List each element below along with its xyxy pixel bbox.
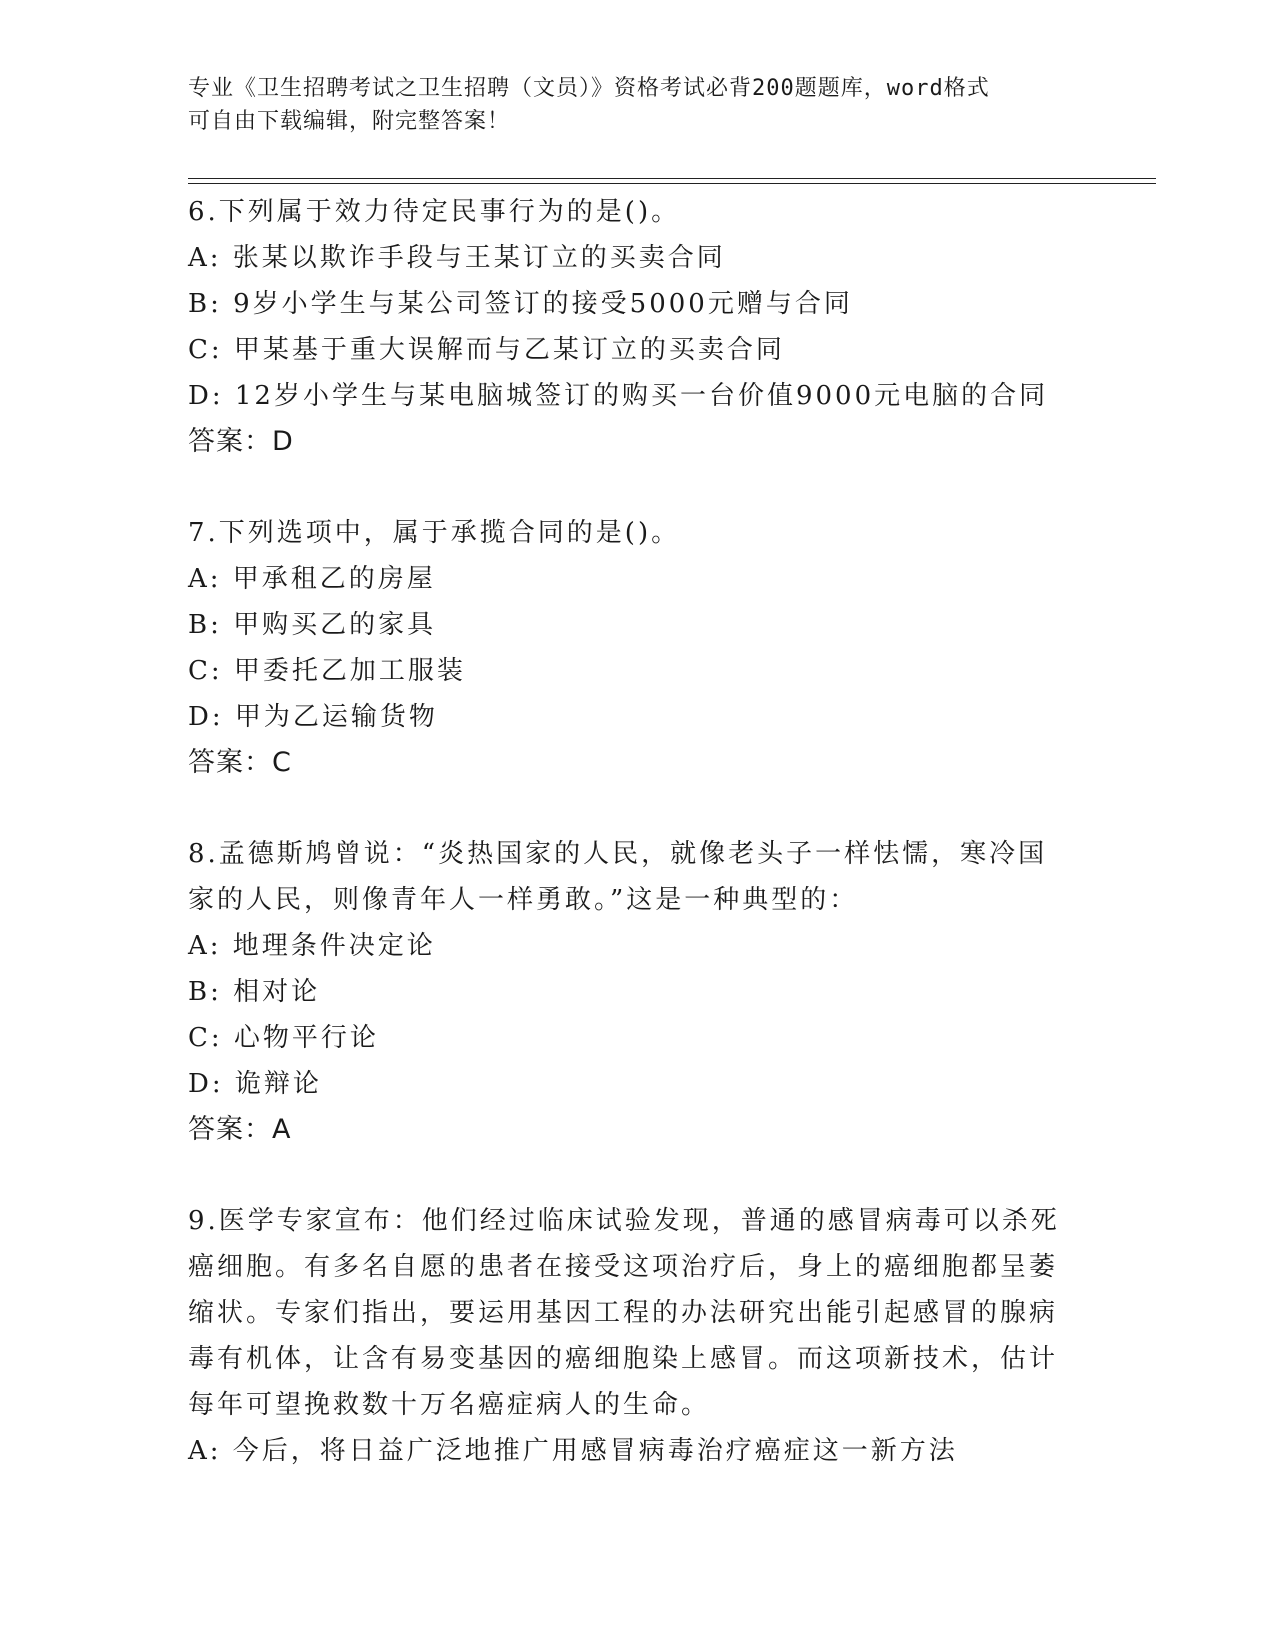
header-divider-bottom — [188, 183, 1156, 184]
option-d: D: 甲为乙运输货物 — [188, 702, 438, 732]
question-stem: 9.医学专家宣布：他们经过临床试验发现，普通的感冒病毒可以杀死 — [188, 1206, 1060, 1236]
option-d: D: 12岁小学生与某电脑城签订的购买一台价值9000元电脑的合同 — [188, 381, 1049, 411]
header-line-2: 可自由下载编辑，附完整答案！ — [188, 109, 511, 134]
question-list — [188, 189, 1088, 1474]
option-a: A: 张某以欺诈手段与王某订立的买卖合同 — [188, 243, 726, 273]
option-a: A: 地理条件决定论 — [188, 931, 436, 961]
answer-label: 答案：A — [188, 1114, 292, 1145]
question-block — [188, 189, 1088, 465]
question-stem: 家的人民，则像青年人一样勇敢。”这是一种典型的： — [188, 885, 859, 915]
option-a: A: 甲承租乙的房屋 — [188, 564, 436, 594]
option-c: C: 心物平行论 — [188, 1023, 379, 1053]
option-d: D: 诡辩论 — [188, 1069, 322, 1099]
answer-label: 答案：C — [188, 747, 292, 778]
question-stem: 8.孟德斯鸠曾说：“炎热国家的人民，就像老头子一样怯懦，寒冷国 — [188, 839, 1048, 869]
answer-label: 答案：D — [188, 426, 294, 457]
option-c: C: 甲委托乙加工服装 — [188, 656, 466, 686]
question-stem: 缩状。专家们指出，要运用基因工程的办法研究出能引起感冒的腺病 — [188, 1298, 1059, 1328]
question-stem: 每年可望挽救数十万名癌症病人的生命。 — [188, 1390, 711, 1420]
question-stem: 7.下列选项中，属于承揽合同的是()。 — [188, 518, 681, 548]
option-c: C: 甲某基于重大误解而与乙某订立的买卖合同 — [188, 335, 785, 365]
question-block — [188, 1198, 1088, 1474]
question-stem: 6.下列属于效力待定民事行为的是()。 — [188, 197, 681, 227]
document-header — [188, 72, 1088, 138]
question-stem: 毒有机体，让含有易变基因的癌细胞染上感冒。而这项新技术，估计 — [188, 1344, 1059, 1374]
question-stem: 癌细胞。有多名自愿的患者在接受这项治疗后，身上的癌细胞都呈萎 — [188, 1252, 1059, 1282]
option-b: B: 相对论 — [188, 977, 321, 1007]
header-line-1: 专业《卫生招聘考试之卫生招聘（文员）》资格考试必背200题题库，word格式 — [188, 76, 990, 101]
question-block — [188, 831, 1088, 1153]
question-block — [188, 510, 1088, 786]
header-divider-top — [188, 178, 1156, 179]
option-b: B: 9岁小学生与某公司签订的接受5000元赠与合同 — [188, 289, 853, 319]
option-a: A: 今后，将日益广泛地推广用感冒病毒治疗癌症这一新方法 — [188, 1436, 958, 1466]
option-b: B: 甲购买乙的家具 — [188, 610, 437, 640]
